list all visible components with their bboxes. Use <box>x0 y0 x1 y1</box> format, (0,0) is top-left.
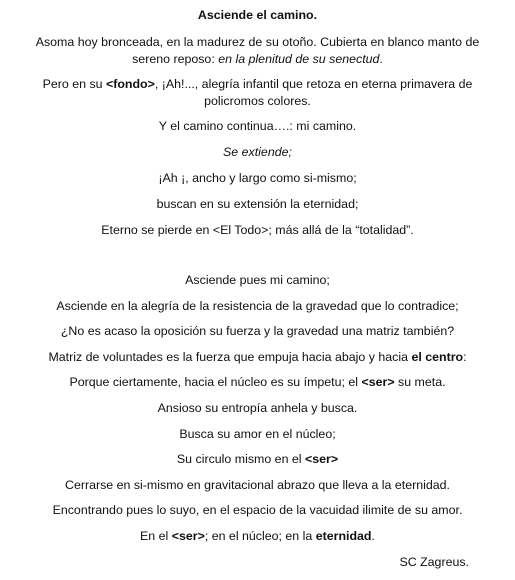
verse-bold: <ser> <box>305 452 339 467</box>
paragraph-1 <box>18 34 497 68</box>
verse-bold: el centro <box>411 349 464 364</box>
verse-text: ; en el núcleo; en la <box>204 528 316 543</box>
paragraph-2-bold: <fondo> <box>105 77 155 91</box>
verse-line <box>18 349 497 366</box>
verse-line <box>18 528 497 545</box>
verse-line: ¿No es acaso la oposición su fuerza y la gravedad una matriz también? <box>60 324 455 339</box>
verse-line: Busca su amor en el núcleo; <box>179 426 336 441</box>
signature: SC Zagreus. <box>399 554 469 569</box>
verse-text: Su circulo mismo en el <box>176 452 305 467</box>
verse-bold: <ser> <box>361 375 395 390</box>
verse-text: En el <box>140 528 172 543</box>
verse-text: : <box>463 349 467 364</box>
paragraph-2 <box>18 76 497 110</box>
verse-bold: <ser> <box>171 528 205 543</box>
verse-line <box>18 374 497 391</box>
verse-line-italic <box>18 144 497 161</box>
paragraph-1-italic: en la plenitud de su senectud <box>218 52 380 66</box>
paragraph-1-text: Asoma hoy bronceada, en la madurez de su otoño. Cubierta en blanco manto de sereno reposo: <box>35 35 480 66</box>
verse-text: Matriz de voluntades es la fuerza que empuja hacia abajo y hacia <box>48 349 412 364</box>
verse-line: Ansioso su entropía anhela y busca. <box>157 400 358 415</box>
paragraph-2-end: , ¡Ah!..., alegría infantil que retoza en eterna primavera de policromos colores. <box>154 77 473 108</box>
verse-line <box>18 451 497 468</box>
verse-line: ¡Ah ¡, ancho y largo como si-mismo; <box>158 171 357 185</box>
verse-line: Asciende en la alegría de la resistencia de la gravedad que lo contradice; <box>56 298 459 313</box>
paragraph-2-text: Pero en su <box>42 77 106 91</box>
verse-text: su meta. <box>394 375 446 390</box>
verse-text: Porque ciertamente, hacia el núcleo es su ímpetu; el <box>69 375 362 390</box>
paragraph-1-end: . <box>379 52 383 66</box>
verse-line: Encontrando pues lo suyo, en el espacio de la vacuidad ilimite de su amor. <box>52 503 463 518</box>
verse-line: Eterno se pierde en <El Todo>; más allá de la “totalidad”. <box>101 223 414 237</box>
verse-italic-text: Se extiende; <box>223 145 292 159</box>
verse-text: . <box>371 528 375 543</box>
verse-line: Asciende pues mi camino; <box>185 273 330 287</box>
verse-bold: eternidad <box>315 528 372 543</box>
verse-line: Cerrarse en si-mismo en gravitacional abrazo que lleva a la eternidad. <box>65 477 450 492</box>
verse-line: Y el camino continua….: mi camino. <box>158 119 357 133</box>
poem-title: Asciende el camino. <box>197 8 318 22</box>
verse-line: buscan en su extensión la eternidad; <box>156 197 359 211</box>
stanza-2 <box>18 272 497 545</box>
